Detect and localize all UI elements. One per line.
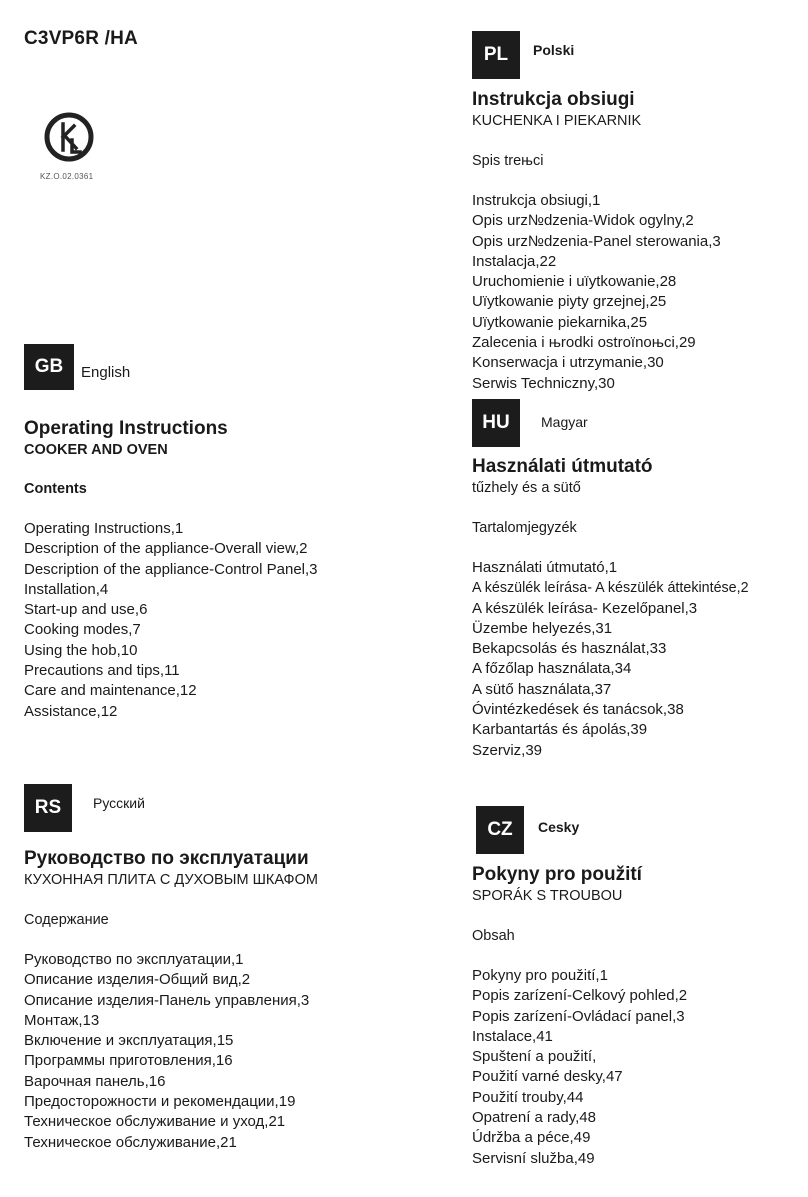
- list-item: Using the hob,10: [24, 641, 138, 659]
- contents-list-russian: [24, 950, 424, 1153]
- list-item: Care and maintenance,12: [24, 682, 197, 700]
- list-item: Описание изделия-Панель управления,3: [24, 991, 310, 1009]
- list-item: Popis zarízení-Ovládací panel,3: [472, 1007, 685, 1025]
- list-item: Assistance,12: [24, 702, 118, 720]
- language-name-polish: Polski: [533, 42, 575, 58]
- language-name-hungarian: Magyar: [541, 414, 588, 430]
- contents-list-english: [24, 519, 404, 722]
- manual-subtitle-russian: КУХОННАЯ ПЛИТА С ДУХОВЫМ ШКАФОМ: [24, 872, 318, 888]
- list-item: Uruchomienie i uїytkowanie,28: [472, 273, 677, 291]
- manual-title-russian: Руководство по эксплуатации: [24, 848, 309, 869]
- list-item: Opis urz№dzenia-Panel sterowania,3: [472, 232, 721, 250]
- list-item: A főzőlap használata,34: [472, 660, 632, 678]
- list-item: Uїytkowanie piyty grzejnej,25: [472, 293, 667, 311]
- manual-title-english: Operating Instructions: [24, 418, 228, 439]
- contents-heading-czech: Obsah: [472, 928, 515, 944]
- list-item: Техническое обслуживание и уход,21: [24, 1113, 286, 1131]
- language-badge-pl: PL: [472, 31, 520, 79]
- list-item: Karbantartás és ápolás,39: [472, 721, 648, 739]
- model-number: C3VP6R /HA: [24, 28, 138, 49]
- language-badge-gb: GB: [24, 344, 74, 390]
- list-item: Cooking modes,7: [24, 621, 141, 639]
- list-item: Servisní služba,49: [472, 1149, 595, 1167]
- list-item: Óvintézkedések és tanácsok,38: [472, 701, 684, 719]
- list-item: Варочная панель,16: [24, 1072, 166, 1090]
- list-item: Údržba a péce,49: [472, 1129, 591, 1147]
- list-item: Instrukcja obsiugi,1: [472, 192, 601, 209]
- manual-subtitle-hungarian: tűzhely és a sütő: [472, 480, 581, 496]
- list-item: Pokyny pro použití,1: [472, 967, 608, 984]
- manual-subtitle-polish: KUCHENKA I PIEKARNIK: [472, 113, 642, 129]
- manual-title-polish: Instrukcja obsiugi: [472, 89, 635, 110]
- list-item: Instalace,41: [472, 1027, 553, 1045]
- list-item: Spuštení a použití,: [472, 1048, 597, 1066]
- section-english: [24, 344, 404, 722]
- list-item: Программы приготовления,16: [24, 1052, 233, 1070]
- list-item: Uїytkowanie piekarnika,25: [472, 313, 648, 331]
- list-item: Üzembe helyezés,31: [472, 619, 613, 637]
- language-badge-cz: CZ: [476, 806, 524, 854]
- section-hungarian: [472, 399, 802, 761]
- list-item: Installation,4: [24, 580, 109, 598]
- list-item: Монтаж,13: [24, 1011, 100, 1029]
- section-czech: [472, 806, 796, 1169]
- list-item: Popis zarízení-Celkový pohled,2: [472, 987, 688, 1005]
- list-item: Zalecenia i њrodki ostroїnoњci,29: [472, 334, 696, 352]
- list-item: Serwis Techniczny,30: [472, 374, 615, 392]
- list-item: Opis urz№dzenia-Widok ogylny,2: [472, 212, 694, 230]
- contents-list-polish: [472, 191, 792, 394]
- list-item: A készülék leírása- A készülék áttekintése,2: [472, 580, 749, 597]
- contents-heading-english: Contents: [24, 481, 87, 497]
- list-item: Instalacja,22: [472, 252, 557, 270]
- list-item: Použití varné desky,47: [472, 1068, 623, 1086]
- contents-heading-hungarian: Tartalomjegyzék: [472, 520, 577, 536]
- manual-title-hungarian: Használati útmutató: [472, 456, 653, 477]
- list-item: Руководство по эксплуатации,1: [24, 951, 244, 968]
- section-russian: [24, 784, 424, 1153]
- list-item: Описание изделия-Общий вид,2: [24, 971, 251, 989]
- section-polish: [472, 31, 792, 394]
- manual-subtitle-english: COOKER AND OVEN: [24, 442, 168, 458]
- list-item: Szerviz,39: [472, 741, 543, 759]
- list-item: Включение и эксплуатация,15: [24, 1032, 234, 1050]
- list-item: Precautions and tips,11: [24, 662, 180, 680]
- language-badge-rs: RS: [24, 784, 72, 832]
- list-item: Предосторожности и рекомендации,19: [24, 1093, 296, 1111]
- language-badge-hu: HU: [472, 399, 520, 447]
- contents-heading-russian: Содержание: [24, 912, 109, 928]
- manual-title-czech: Pokyny pro použití: [472, 864, 642, 885]
- list-item: Description of the appliance-Control Panel,3: [24, 560, 318, 578]
- list-item: A sütő használata,37: [472, 680, 612, 698]
- list-item: Description of the appliance-Overall view,2: [24, 540, 308, 558]
- contents-heading-polish: Spis treњci: [472, 153, 544, 169]
- list-item: Start-up and use,6: [24, 601, 148, 619]
- certification-code: KZ.O.02.0361: [40, 172, 94, 181]
- language-name-english: English: [81, 364, 131, 381]
- list-item: Bekapcsolás és használat,33: [472, 640, 667, 658]
- language-name-czech: Cesky: [538, 819, 580, 835]
- list-item: Техническое обслуживание,21: [24, 1133, 237, 1151]
- list-item: Használati útmutató,1: [472, 559, 618, 576]
- contents-list-hungarian: [472, 558, 802, 761]
- manual-subtitle-czech: SPORÁK S TROUBOU: [472, 888, 623, 904]
- list-item: Operating Instructions,1: [24, 520, 184, 537]
- contents-list-czech: [472, 966, 796, 1169]
- list-item: A készülék leírása- Kezelőpanel,3: [472, 599, 698, 617]
- list-item: Opatrení a rady,48: [472, 1109, 596, 1127]
- list-item: Konserwacja i utrzymanie,30: [472, 354, 664, 372]
- list-item: Použití trouby,44: [472, 1088, 584, 1106]
- language-name-russian: Русский: [93, 795, 145, 811]
